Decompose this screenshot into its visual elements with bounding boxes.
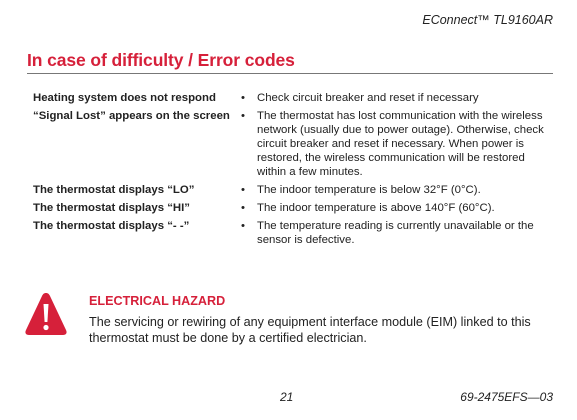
title-divider: [27, 73, 553, 74]
solution-text: The indoor temperature is below 32°F (0°C).: [257, 184, 481, 196]
bullet: •: [241, 202, 245, 214]
troubleshooting-table: [33, 91, 553, 251]
warning-triangle-icon: [24, 290, 68, 338]
troubleshooting-row: [33, 91, 553, 105]
solution-text: The indoor temperature is above 140°F (60°C).: [257, 202, 495, 214]
troubleshooting-row: [33, 219, 553, 247]
problem-label: Heating system does not respond: [33, 92, 216, 104]
troubleshooting-row: [33, 109, 553, 179]
solution-text: The temperature reading is currently unavailable or the sensor is defective.: [257, 220, 534, 246]
troubleshooting-row: [33, 183, 553, 197]
problem-label: The thermostat displays “- -”: [33, 220, 190, 232]
hazard-text: The servicing or rewiring of any equipment interface module (EIM) linked to this thermostat must be done by a certified electrician.: [89, 315, 531, 345]
bullet: •: [241, 220, 245, 232]
bullet: •: [241, 92, 245, 104]
page-header-product: EConnect™ TL9160AR: [422, 13, 553, 27]
bullet: •: [241, 184, 245, 196]
hazard-title: ELECTRICAL HAZARD: [89, 294, 226, 308]
solution-text: The thermostat has lost communication with the wireless network (usually due to power outage). Otherwise, check circuit breaker and reset if necessary. When power is restored, the wireless communication will be restored within a few minutes.: [257, 110, 544, 178]
bullet: •: [241, 110, 245, 122]
problem-label: “Signal Lost” appears on the screen: [33, 110, 230, 122]
problem-label: The thermostat displays “HI”: [33, 202, 190, 214]
solution-text: Check circuit breaker and reset if necessary: [257, 92, 479, 104]
document-number: 69-2475EFS—03: [460, 390, 553, 404]
troubleshooting-row: [33, 201, 553, 215]
problem-label: The thermostat displays “LO”: [33, 184, 195, 196]
section-title: In case of difficulty / Error codes: [27, 50, 295, 70]
page-number: 21: [280, 390, 294, 404]
